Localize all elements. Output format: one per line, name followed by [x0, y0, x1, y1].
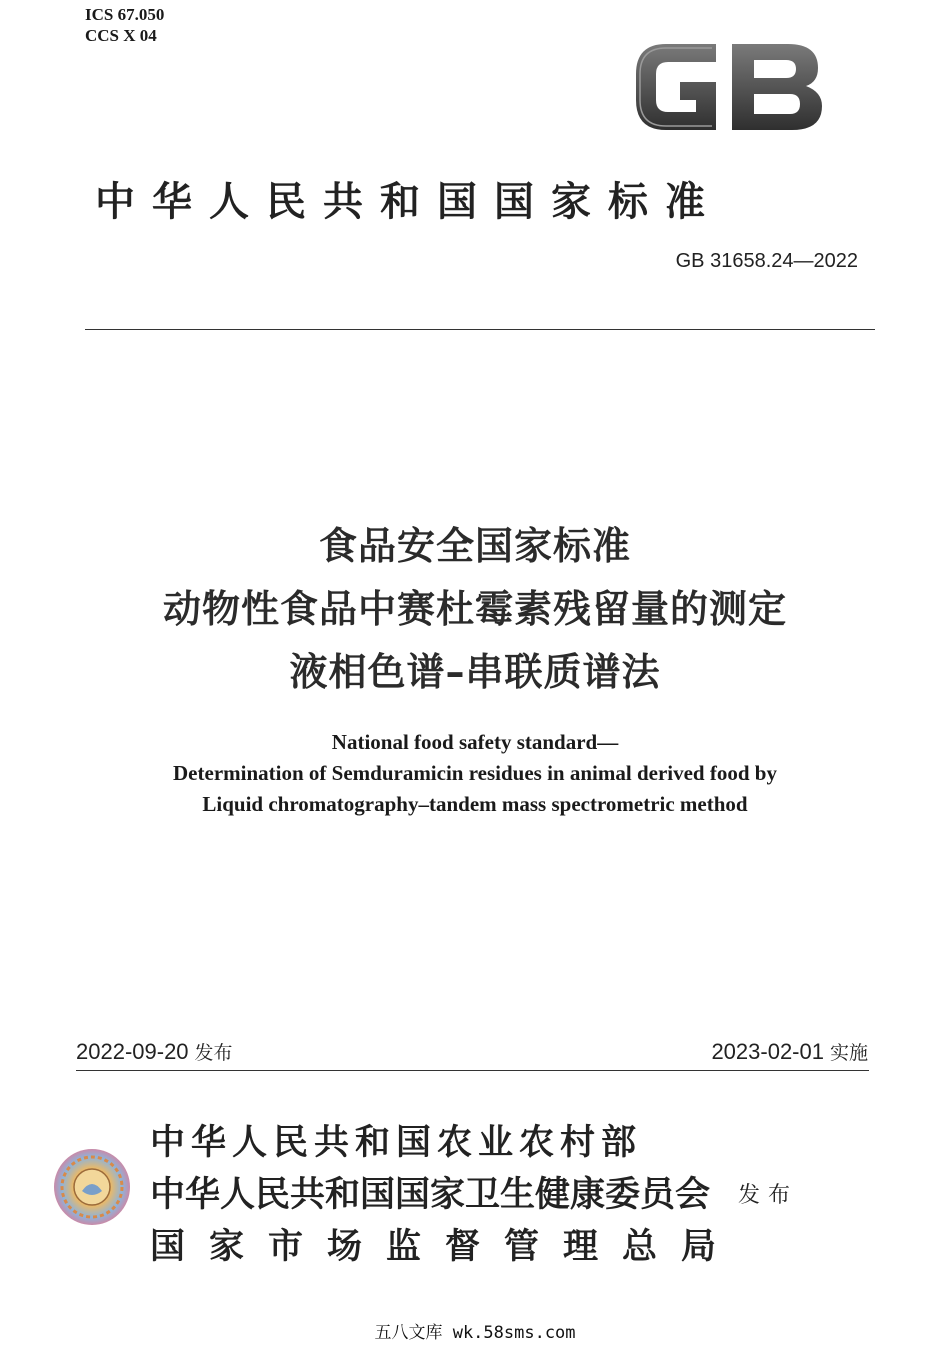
issuer-moa: 中华人民共和国农业农村部 — [150, 1122, 643, 1163]
national-standard-title: 中华人民共和国国家标准 — [95, 178, 722, 225]
issue-date: 2022-09-20 — [76, 1039, 189, 1064]
implement-label: 实施 — [829, 1042, 868, 1064]
issue-label: 发布 — [194, 1042, 233, 1064]
implement-date-block — [711, 1038, 868, 1065]
footer-watermark: 五八文库 wk.58sms.com — [374, 1323, 576, 1343]
footer-divider — [76, 1070, 869, 1071]
publish-label: 发布 — [738, 1183, 799, 1208]
header-divider — [85, 329, 875, 330]
ccs-code: CCS X 04 — [85, 26, 157, 45]
title-en-line-1: National food safety standard— — [331, 730, 619, 754]
seal-emblem-icon — [52, 1147, 132, 1227]
implement-date: 2023-02-01 — [711, 1039, 824, 1064]
title-cn-line-2: 动物性食品中赛杜霉素残留量的测定 — [162, 587, 787, 631]
standard-number: GB 31658.24—2022 — [675, 250, 858, 272]
gb-logo — [628, 38, 828, 136]
title-cn-line-3: 液相色谱–串联质谱法 — [289, 650, 661, 694]
issuer-nhc: 中华人民共和国国家卫生健康委员会 — [150, 1174, 711, 1215]
title-en-line-2: Determination of Semduramicin residues in animal derived food by — [173, 761, 777, 785]
issuer-samr: 国家市场监督管理总局 — [150, 1226, 741, 1267]
title-cn-line-1: 食品安全国家标准 — [318, 524, 631, 568]
title-en-line-3: Liquid chromatography–tandem mass spectrometric method — [202, 792, 748, 816]
ics-code: ICS 67.050 — [85, 5, 165, 24]
issue-date-block — [76, 1038, 233, 1065]
